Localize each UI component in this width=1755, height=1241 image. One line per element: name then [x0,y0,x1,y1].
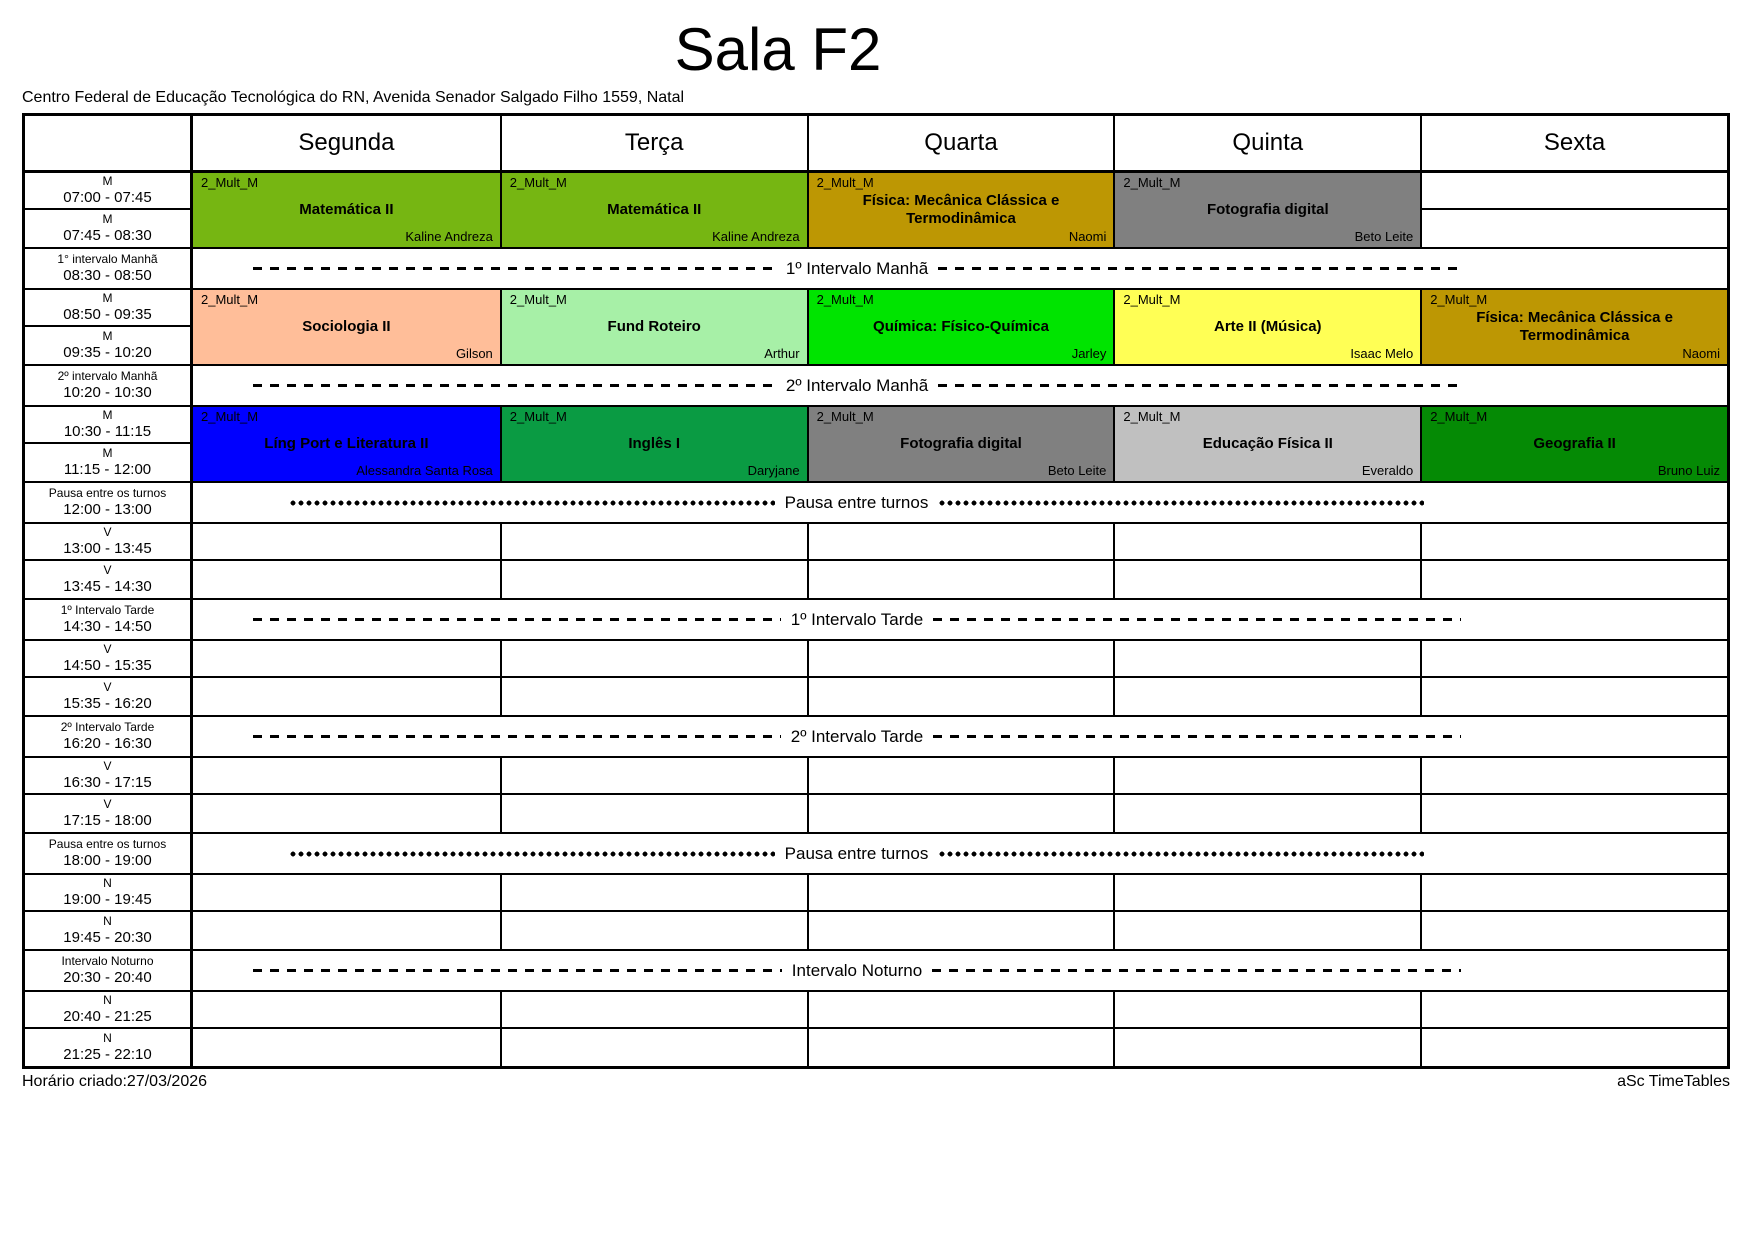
empty-cell [500,1029,807,1066]
time-cell [25,173,193,210]
time-cell [25,444,193,481]
empty-cell [193,875,500,912]
timetable [22,113,1730,1069]
empty-cell [1420,1029,1727,1066]
time-cell [25,327,193,364]
timetable-block [25,173,1727,249]
interval-band [193,483,1727,522]
interval-name: Pausa entre os turnos [48,836,167,851]
empty-cell [193,641,500,678]
shift-label: V [103,758,112,773]
empty-cell [1420,992,1727,1029]
subject-name: Matemática II [299,200,394,218]
subject-name: Educação Física II [1202,434,1333,452]
interval-name: Intervalo Noturno [61,953,154,968]
interval-name: 1º Intervalo Tarde [60,602,155,617]
lesson-cell [193,173,500,247]
page-subtitle: Centro Federal de Educação Tecnológica do RN, Avenida Senador Salgado Filho 1559, Natal [22,89,685,106]
teacher-name: Arthur [764,346,800,361]
time-range: 13:45 - 14:30 [63,577,152,595]
time-range: 17:15 - 18:00 [63,811,152,829]
subject-name: Química: Físico-Química [873,317,1049,335]
shift-label: N [103,913,112,928]
time-range: 14:30 - 14:50 [63,617,152,635]
class-group-label: 2_Mult_M [1430,292,1488,307]
shift-label: N [103,875,112,890]
lesson-cell [1113,407,1420,481]
time-cell [25,758,193,795]
subject-name: Líng Port e Literatura II [264,434,429,452]
dashed-line [253,969,782,972]
time-cell [25,561,193,598]
interval-band-label: Intervalo Noturno [791,960,923,980]
dotted-line [289,851,775,857]
time-range: 19:00 - 19:45 [63,890,152,908]
teacher-name: Alessandra Santa Rosa [356,463,493,478]
empty-cell [807,1029,1114,1066]
class-group-label: 2_Mult_M [509,175,567,190]
interval-band [193,951,1727,990]
subject-name: Inglês I [628,434,681,452]
empty-cell [1113,1029,1420,1066]
timetable-header [25,116,1727,173]
interval-name: Pausa entre os turnos [48,485,167,500]
empty-cell [1113,561,1420,598]
interval-name: 2º Intervalo Tarde [60,719,155,734]
corner-cell [25,116,193,170]
time-range: 10:30 - 11:15 [63,422,152,440]
interval-band [193,366,1727,405]
subject-name: Sociologia II [302,317,391,335]
empty-cell [500,912,807,949]
lesson-cell [1113,173,1420,247]
time-range: 15:35 - 16:20 [63,694,152,712]
teacher-name: Naomi [1682,346,1720,361]
subject-name: Matemática II [607,200,702,218]
timetable-block [25,407,1727,483]
time-cell [25,407,193,444]
time-range: 09:35 - 10:20 [63,343,152,361]
interval-name: 1° intervalo Manhã [57,251,158,266]
interval-band [193,717,1727,756]
interval-band-label: 1º Intervalo Manhã [785,258,929,278]
time-range: 21:25 - 22:10 [63,1045,152,1063]
class-group-label: 2_Mult_M [201,292,259,307]
timetable-block [25,758,1727,834]
empty-cell [807,641,1114,678]
dashed-line [253,618,781,621]
teacher-name: Everaldo [1361,463,1414,478]
empty-cell [807,524,1114,561]
lesson-cell [807,173,1114,247]
empty-cell [1113,678,1420,715]
empty-cell [1420,173,1727,210]
teacher-name: Naomi [1068,229,1107,244]
time-cell [25,524,193,561]
time-cell [25,834,193,873]
shift-label: V [103,796,112,811]
time-cell [25,210,193,247]
time-cell [25,366,193,405]
lesson-cell [500,173,807,247]
dotted-line [938,500,1424,506]
page-content [22,0,1730,1091]
dashed-line [933,618,1461,621]
timetable-body [25,173,1727,1066]
empty-cell [1420,758,1727,795]
time-cell [25,795,193,832]
time-range: 12:00 - 13:00 [63,500,152,518]
shift-label: V [103,562,112,577]
class-group-label: 2_Mult_M [1123,175,1181,190]
teacher-name: Isaac Melo [1350,346,1414,361]
lesson-cell [1420,407,1727,481]
teacher-name: Kaline Andreza [712,229,800,244]
empty-cell [1420,912,1727,949]
interval-row [25,600,1727,641]
interval-band [193,249,1727,288]
teacher-name: Bruno Luiz [1657,463,1720,478]
time-range: 14:50 - 15:35 [63,656,152,674]
lesson-cell [500,407,807,481]
class-group-label: 2_Mult_M [816,292,874,307]
empty-cell [1420,641,1727,678]
footer-created-date: Horário criado:27/03/2026 [22,1073,208,1090]
day-header-segunda: Segunda [298,129,395,156]
empty-cell [1113,524,1420,561]
empty-cell [193,758,500,795]
shift-label: N [103,992,112,1007]
empty-cell [193,795,500,832]
shift-label: M [102,328,113,343]
shift-label: V [103,524,112,539]
interval-row [25,483,1727,524]
teacher-name: Beto Leite [1047,463,1107,478]
timetable-block [25,524,1727,600]
time-cell [25,717,193,756]
time-range: 10:20 - 10:30 [63,383,152,401]
empty-cell [1420,678,1727,715]
time-range: 20:30 - 20:40 [63,968,152,986]
empty-cell [1113,875,1420,912]
dashed-line [938,384,1461,387]
dashed-line [938,267,1461,270]
shift-label: M [102,407,113,422]
teacher-name: Kaline Andreza [405,229,493,244]
empty-cell [500,561,807,598]
lesson-cell [1113,290,1420,364]
class-group-label: 2_Mult_M [1123,292,1181,307]
dotted-line [289,500,775,506]
lesson-cell [500,290,807,364]
empty-cell [807,795,1114,832]
empty-cell [807,561,1114,598]
interval-band [193,600,1727,639]
subject-name: Arte II (Música) [1214,317,1322,335]
subject-name: Fotografia digital [1206,200,1329,218]
empty-cell [193,524,500,561]
empty-cell [1420,524,1727,561]
timetable-block [25,290,1727,366]
time-range: 13:00 - 13:45 [63,539,152,557]
empty-cell [500,678,807,715]
empty-cell [193,561,500,598]
day-header-terca: Terça [500,116,807,170]
time-cell [25,600,193,639]
teacher-name: Jarley [1071,346,1107,361]
class-group-label: 2_Mult_M [816,175,874,190]
page-title: Sala F2 [674,16,882,83]
shift-label: M [102,211,113,226]
dashed-line [253,735,781,738]
shift-label: M [102,290,113,305]
empty-cell [1420,210,1727,247]
empty-cell [1420,561,1727,598]
empty-cell [193,992,500,1029]
empty-cell [193,912,500,949]
dashed-line [253,384,776,387]
time-cell [25,641,193,678]
page-footer [22,1073,1730,1091]
empty-cell [1420,875,1727,912]
dotted-line [938,851,1424,857]
lesson-cell [807,407,1114,481]
shift-label: V [103,641,112,656]
interval-band-label: 1º Intervalo Tarde [790,609,924,629]
interval-name: 2º intervalo Manhã [57,368,158,383]
interval-row [25,951,1727,992]
teacher-name: Beto Leite [1354,229,1414,244]
interval-band-label: Pausa entre turnos [784,492,929,512]
subject-name: Fund Roteiro [607,317,701,335]
interval-row [25,834,1727,875]
empty-cell [193,1029,500,1066]
time-cell [25,290,193,327]
timetable-block [25,992,1727,1066]
empty-cell [807,875,1114,912]
class-group-label: 2_Mult_M [1123,409,1181,424]
dashed-line [933,735,1461,738]
lesson-cell [1420,290,1727,364]
class-group-label: 2_Mult_M [509,409,567,424]
shift-label: V [103,679,112,694]
class-group-label: 2_Mult_M [1430,409,1488,424]
interval-band-label: Pausa entre turnos [784,843,929,863]
lesson-cell [193,407,500,481]
time-cell [25,875,193,912]
footer-brand: aSc TimeTables [1617,1073,1730,1090]
class-group-label: 2_Mult_M [201,175,259,190]
time-cell [25,249,193,288]
empty-cell [1113,912,1420,949]
empty-cell [500,795,807,832]
subject-name: Geografia II [1533,434,1616,452]
time-cell [25,678,193,715]
interval-row [25,717,1727,758]
empty-cell [807,758,1114,795]
shift-label: M [102,445,113,460]
empty-cell [193,678,500,715]
time-range: 08:50 - 09:35 [63,305,152,323]
empty-cell [1113,641,1420,678]
interval-band [193,834,1727,873]
empty-cell [500,758,807,795]
empty-cell [807,678,1114,715]
time-cell [25,951,193,990]
time-cell [25,1029,193,1066]
empty-cell [1113,795,1420,832]
empty-cell [807,912,1114,949]
time-range: 07:00 - 07:45 [63,188,152,206]
timetable-block [25,641,1727,717]
empty-cell [500,875,807,912]
time-range: 07:45 - 08:30 [63,226,152,244]
timetable-block [25,875,1727,951]
teacher-name: Daryjane [747,463,800,478]
subject-name: Física: Mecânica Clássica e Termodinâmica [862,192,1060,227]
dashed-line [932,969,1461,972]
empty-cell [1113,992,1420,1029]
time-range: 08:30 - 08:50 [63,266,152,284]
class-group-label: 2_Mult_M [509,292,567,307]
subject-name: Fotografia digital [900,434,1022,452]
time-range: 19:45 - 20:30 [63,928,152,946]
time-range: 16:20 - 16:30 [63,734,152,752]
empty-cell [807,992,1114,1029]
shift-label: N [103,1030,112,1045]
shift-label: M [102,173,113,188]
subject-name: Física: Mecânica Clássica e Termodinâmica [1476,309,1673,344]
empty-cell [1420,795,1727,832]
class-group-label: 2_Mult_M [201,409,259,424]
lesson-cell [807,290,1114,364]
time-cell [25,483,193,522]
class-group-label: 2_Mult_M [816,409,874,424]
time-cell [25,992,193,1029]
time-range: 11:15 - 12:00 [63,460,152,478]
teacher-name: Gilson [455,346,493,361]
empty-cell [1113,758,1420,795]
lesson-cell [193,290,500,364]
interval-band-label: 2º Intervalo Manhã [785,375,929,395]
day-header-quarta: Quarta [807,116,1114,170]
interval-band-label: 2º Intervalo Tarde [790,726,924,746]
empty-cell [500,992,807,1029]
time-cell [25,912,193,949]
time-range: 20:40 - 21:25 [63,1007,152,1025]
day-header-quinta: Quinta [1113,116,1420,170]
time-range: 16:30 - 17:15 [63,773,152,791]
time-range: 18:00 - 19:00 [63,851,152,869]
day-header-sexta: Sexta [1420,116,1727,170]
empty-cell [500,524,807,561]
interval-row [25,366,1727,407]
dashed-line [253,267,776,270]
interval-row [25,249,1727,290]
empty-cell [500,641,807,678]
